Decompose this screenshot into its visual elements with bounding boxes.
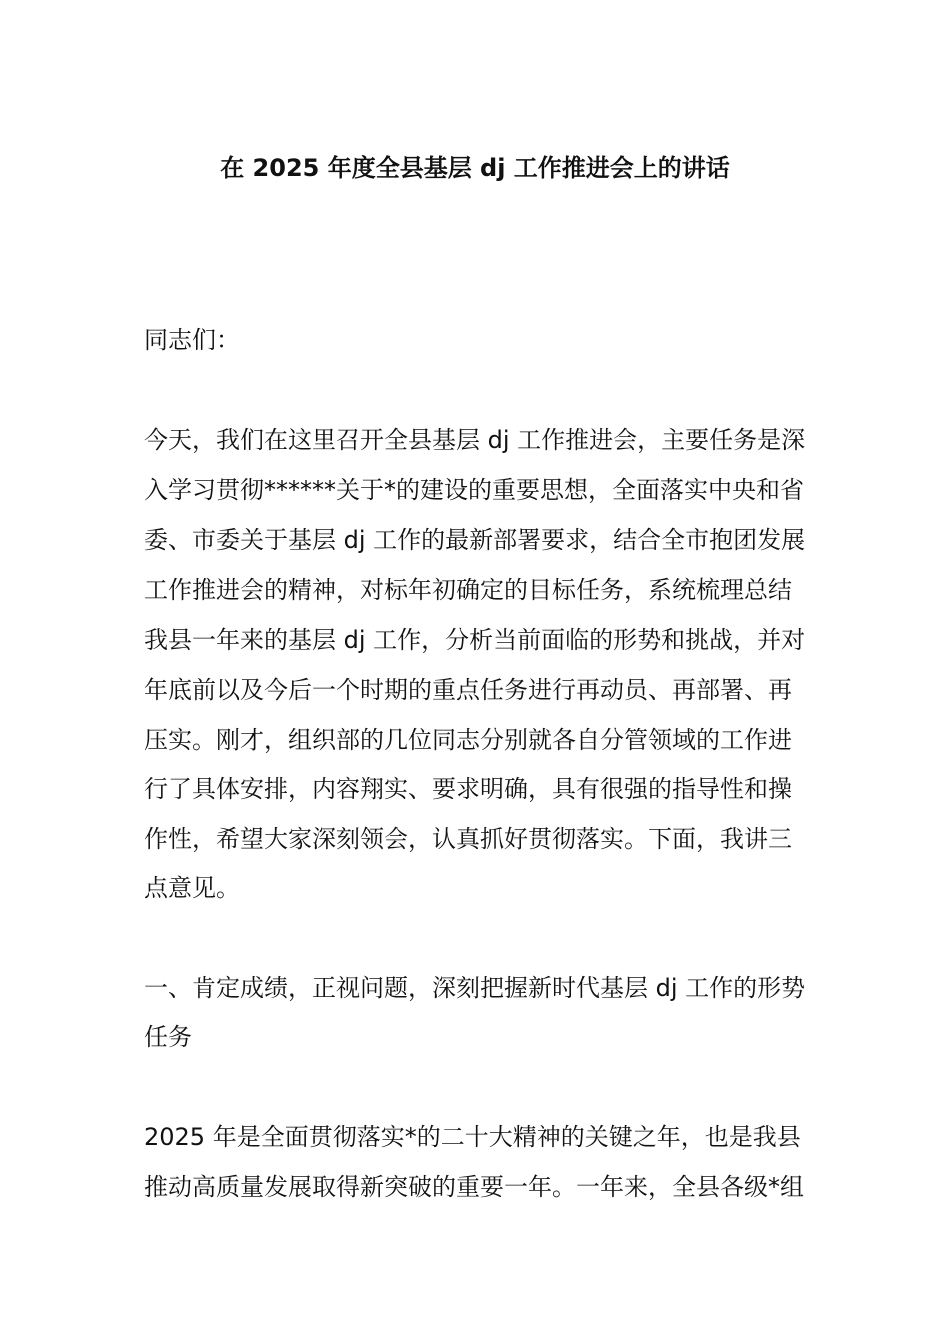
paragraph-line: 行了具体安排，内容翔实、要求明确，具有很强的指导性和操 <box>144 775 792 803</box>
heading-line: 任务 <box>144 1023 192 1051</box>
paragraph-line: 2025 年是全面贯彻落实*的二十大精神的关键之年，也是我县 <box>144 1123 801 1151</box>
salutation: 同志们： <box>144 326 240 354</box>
paragraph-line: 作性，希望大家深刻领会，认真抓好贯彻落实。下面，我讲三 <box>144 825 792 853</box>
paragraph-line: 我县一年来的基层 dj 工作，分析当前面临的形势和挑战，并对 <box>144 626 806 654</box>
paragraph-line: 点意见。 <box>144 874 240 902</box>
paragraph-line: 年底前以及今后一个时期的重点任务进行再动员、再部署、再 <box>144 676 792 704</box>
paragraph-line: 入学习贯彻******关于*的建设的重要思想，全面落实中央和省 <box>144 476 804 504</box>
heading-line: 一、肯定成绩，正视问题，深刻把握新时代基层 dj 工作的形势 <box>144 974 806 1002</box>
paragraph-line: 工作推进会的精神，对标年初确定的目标任务，系统梳理总结 <box>144 576 792 604</box>
paragraph-line: 推动高质量发展取得新突破的重要一年。一年来，全县各级*组 <box>144 1173 804 1201</box>
paragraph-line: 压实。刚才，组织部的几位同志分别就各自分管领域的工作进 <box>144 726 792 754</box>
paragraph-line: 委、市委关于基层 dj 工作的最新部署要求，结合全市抱团发展 <box>144 526 806 554</box>
paragraph-line: 今天，我们在这里召开全县基层 dj 工作推进会，主要任务是深 <box>144 426 806 454</box>
document-title: 在 2025 年度全县基层 dj 工作推进会上的讲话 <box>220 154 730 182</box>
